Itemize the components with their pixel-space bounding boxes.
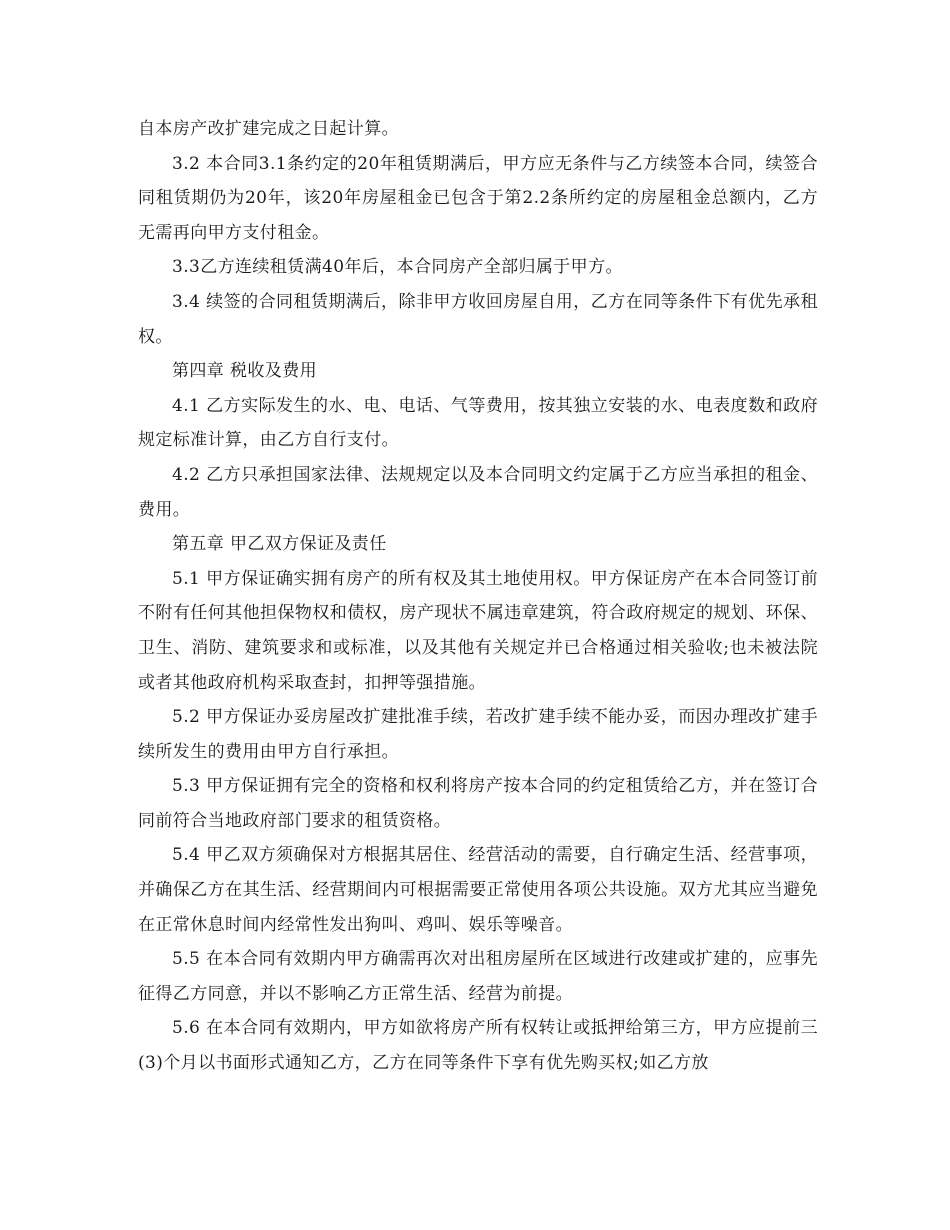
chapter-5-heading: 第五章 甲乙双方保证及责任	[172, 534, 387, 555]
clause-3-2: 3.2 本合同3.1条约定的20年租赁期满后，甲方应无条件与乙方续签本合同，续签合同租赁期仍为20年，该20年房屋租金已包含于第2.2条所约定的房屋租金总额内，乙方无需再向甲方支付租金。	[138, 153, 818, 243]
clause-3-3: 3.3乙方连续租赁满40年后，本合同房产全部归属于甲方。	[172, 257, 623, 278]
clause-5-4: 5.4 甲乙双方须确保对方根据其居住、经营活动的需要，自行确定生活、经营事项，并确保乙方在其生活、经营期间内可根据需要正常使用各项公共设施。双方尤其应当避免在正常休息时间内经常性发出狗叫、鸡叫、娱乐等噪音。	[138, 845, 818, 935]
clause-5-1: 5.1 甲方保证确实拥有房产的所有权及其土地使用权。甲方保证房产在本合同签订前不附有任何其他担保物权和债权，房产现状不属违章建筑，符合政府规定的规划、环保、卫生、消防、建筑要求和或标准，以及其他有关规定并已合格通过相关验收;也未被法院或者其他政府机构采取查封，扣押等强措施。	[138, 568, 818, 693]
chapter-4-heading: 第四章 税收及费用	[172, 361, 318, 382]
paragraph-continuation: 自本房产改扩建完成之日起计算。	[138, 119, 399, 139]
clause-5-2: 5.2 甲方保证办妥房屋改扩建批准手续，若改扩建手续不能办妥，而因办理改扩建手续所发生的费用由甲方自行承担。	[138, 707, 818, 762]
clause-4-1: 4.1 乙方实际发生的水、电、电话、气等费用，按其独立安装的水、电表度数和政府规定标准计算，由乙方自行支付。	[138, 395, 818, 451]
clause-5-6: 5.6 在本合同有效期内，甲方如欲将房产所有权转让或抵押给第三方，甲方应提前三(3)个月以书面形式通知乙方，乙方在同等条件下享有优先购买权;如乙方放	[138, 1018, 818, 1074]
clause-4-2: 4.2 乙方只承担国家法律、法规规定以及本合同明文约定属于乙方应当承担的租金、费用。	[138, 464, 818, 520]
clause-5-5: 5.5 在本合同有效期内甲方确需再次对出租房屋所在区域进行改建或扩建的，应事先征得乙方同意，并以不影响乙方正常生活、经营为前提。	[138, 949, 818, 1004]
document-body	[138, 112, 818, 1081]
clause-5-3: 5.3 甲方保证拥有完全的资格和权利将房产按本合同的约定租赁给乙方，并在签订合同前符合当地政府部门要求的租赁资格。	[138, 776, 818, 831]
clause-3-4: 3.4 续签的合同租赁期满后，除非甲方收回房屋自用，乙方在同等条件下有优先承租权。	[138, 291, 818, 347]
